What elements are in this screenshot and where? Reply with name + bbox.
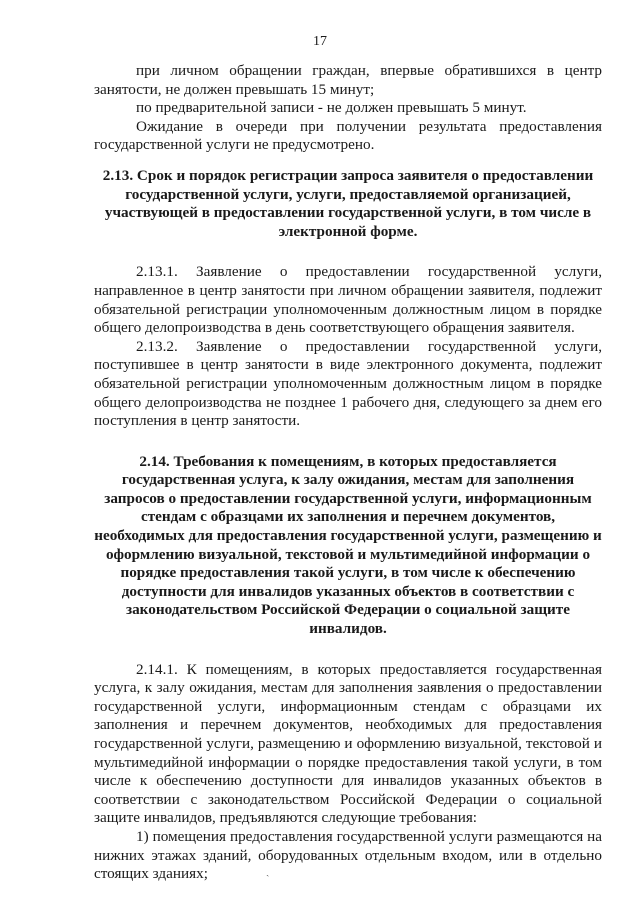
paragraph-2-13-1: 2.13.1. Заявление о предоставлении государственной услуги, направленное в центр занятости при личном обращении заявителя, подлежит обязательной регистрации уполномоченным должностным лицом в порядке общего делопроизводства в день соответствующего обращения заявителя. bbox=[94, 263, 602, 337]
scan-mark: ˏ bbox=[266, 866, 270, 877]
paragraph-appointment-wait: по предварительной записи - не должен превышать 5 минут. bbox=[136, 99, 527, 117]
paragraph-2-14-1: 2.14.1. К помещениям, в которых предоставляется государственная услуга, к залу ожидания, местам для заполнения заявления о предоставлении государственной услуги, информационным стендам с образцами их заполнения и перечнем документов, необходимых для предоставления государственной услуги, размещению и оформлению визуальной, текстовой и мультимедийной информации о порядке предоставления такой услуги, в том числе к обеспечению доступности для инвалидов указанных объектов в соответствии с законодательством Российской Федерации о социальной защите инвалидов, предъявляются следующие требования: bbox=[94, 660, 602, 827]
paragraph-result-wait: Ожидание в очереди при получении результата предоставления государственной услуги не предусмотрено. bbox=[94, 117, 602, 154]
paragraph-first-visit-wait: при личном обращении граждан, впервые обратившихся в центр занятости, не должен превышать 15 минут; bbox=[94, 62, 602, 98]
section-heading-2-14: 2.14. Требования к помещениям, в которых предоставляется государственная услуга, к залу ожидания, местам для заполнения запросов о предоставлении государственной услуги, информационным стендам с образцами их заполнения и перечнем документов, необходимых для предоставления государственной услуги, размещению и оформлению визуальной, текстовой и мультимедийной информации о порядке предоставления такой услуги, в том числе к обеспечению доступности для инвалидов указанных объектов в соответствии с законодательством Российской Федерации о социальной защите инвалидов. bbox=[94, 452, 602, 638]
paragraph-2-13-2: 2.13.2. Заявление о предоставлении государственной услуги, поступившее в центр занятости в виде электронного документа, подлежит обязательной регистрации уполномоченным должностным лицом в порядке общего делопроизводства не позднее 1 рабочего дня, следующего за днем его поступления в центр занятости. bbox=[94, 337, 602, 430]
list-item-1: 1) помещения предоставления государственной услуги размещаются на нижних этажах зданий, оборудованных отдельным входом, или в отдельно стоящих зданиях; bbox=[94, 827, 602, 883]
section-heading-2-13: 2.13. Срок и порядок регистрации запроса заявителя о предоставлении государственной услуги, услуги, предоставляемой организацией, участвующей в предоставлении государственной услуги, в том числе в электронной форме. bbox=[102, 166, 594, 240]
document-body bbox=[94, 62, 602, 884]
page-number: 17 bbox=[313, 34, 327, 49]
